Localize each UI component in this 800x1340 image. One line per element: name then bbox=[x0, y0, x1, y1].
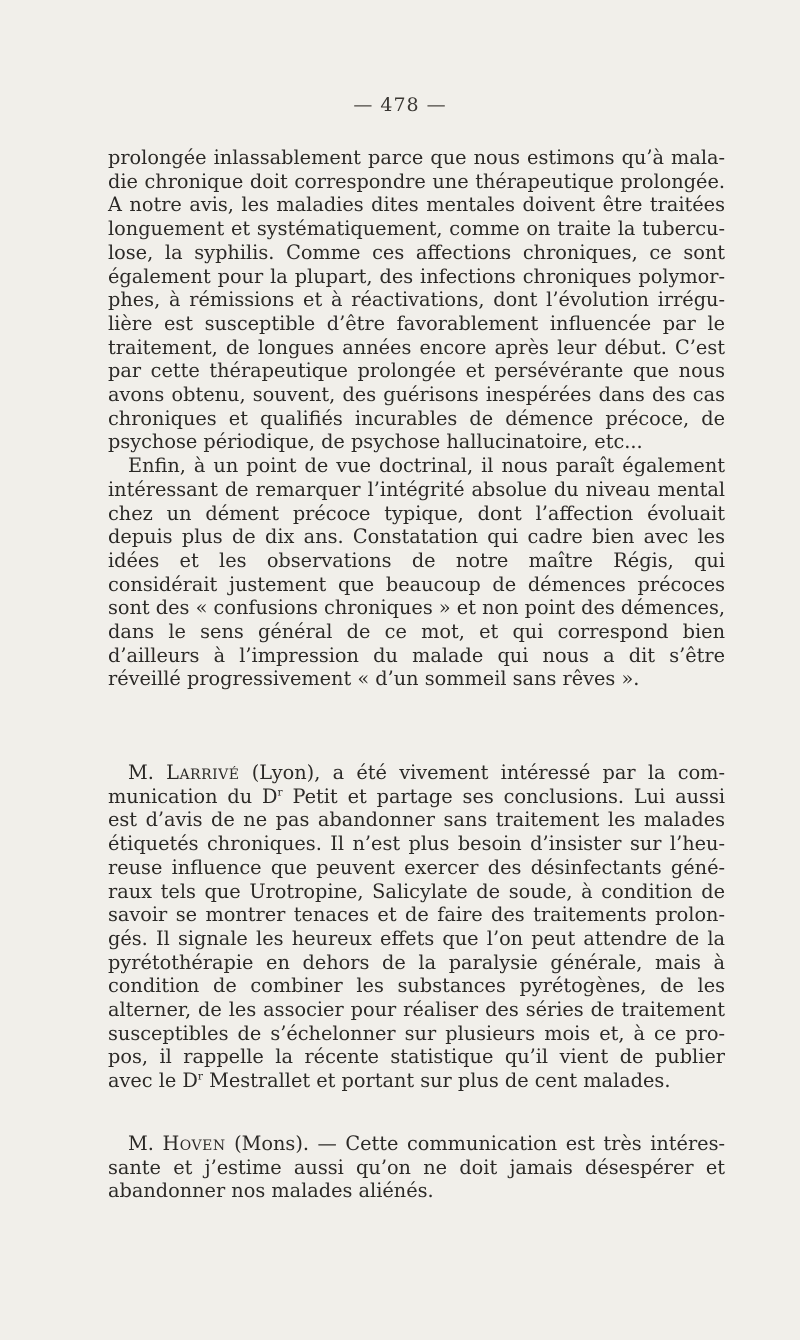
larrive-text-c: Mestrallet et portant sur plus de cent malades. bbox=[202, 1069, 671, 1093]
page-number-dash-left: — bbox=[353, 94, 381, 116]
hoven-text: (Mons). — Cette communication est très intéressante et j’estime aussi qu’on ne doit jamais désespérer et abandonner nos malades aliénés. bbox=[108, 1132, 725, 1203]
paragraph-doctrinal: Enfin, à un point de vue doctrinal, il nous paraît également intéressant de remarquer l’intégrité absolue du niveau mental chez un dément précoce typique, dont l’affection évoluait depuis plus de dix ans. Constatation qui cadre bien avec les idées et les observations de notre maître Régis, qui considérait justement que beaucoup de démences précoces sont des « confusions chroniques » et non point des démences, dans le sens général de ce mot, et qui correspond bien d’ailleurs à l’impression du malade qui nous a dit s’être réveillé progressivement « d’un sommeil sans rêves ». bbox=[108, 454, 725, 691]
paragraph-larrive bbox=[108, 761, 725, 1093]
doctor-superscript: r bbox=[277, 785, 283, 799]
doctor-superscript: r bbox=[197, 1069, 203, 1083]
speaker-name-hoven: Hoven bbox=[162, 1132, 226, 1155]
page-number-dash-right: — bbox=[419, 94, 447, 116]
text-block-hoven bbox=[108, 1132, 725, 1203]
speaker-prefix: M. bbox=[128, 1132, 163, 1155]
text-block-larrive bbox=[108, 761, 725, 1093]
paragraph-continued: prolongée inlassablement parce que nous estimons qu’à maladie chronique doit correspondre une thérapeutique prolongée. A notre avis, les maladies dites mentales doivent être traitées longuement et systématiquement, comme on traite la tuberculose, la syphilis. Comme ces affections chroniques, ce sont également pour la plupart, des infections chroniques polymorphes, à rémissions et à réactivations, dont l’évolution irrégulière est susceptible d’être favorablement influencée par le traitement, de longues années encore après leur début. C’est par cette thérapeutique prolongée et persévérante que nous avons obtenu, souvent, des guérisons inespérées dans des cas chroniques et qualifiés incurables de démence précoce, de psychose périodique, de psychose hallucinatoire, etc... bbox=[108, 146, 725, 454]
paragraph-hoven bbox=[108, 1132, 725, 1203]
page-number bbox=[0, 94, 800, 116]
page-number-value: 478 bbox=[380, 94, 420, 116]
larrive-text-b: Petit et partage ses conclusions. Lui aussi est d’avis de ne pas abandonner sans traitement les malades étiquetés chroniques. Il n’est plus besoin d’insister sur l’heureuse influence que peuvent exercer des désinfectants généraux tels que Urotropine, Salicylate de soude, à condition de savoir se montrer tenaces et de faire des traitements prolongés. Il signale les heureux effets que l’on peut attendre de la pyrétothérapie en dehors de la paralysie générale, mais à condition de combiner les substances pyrétogènes, de les alterner, de les associer pour réaliser des séries de traitement susceptibles de s’échelonner sur plusieurs mois et, à ce propos, il rappelle la récente statistique qu’il vient de publier avec le D bbox=[108, 784, 726, 1093]
speaker-name-larrive: Larrivé bbox=[166, 761, 240, 784]
text-block-first bbox=[108, 146, 725, 691]
speaker-prefix: M. bbox=[128, 761, 167, 784]
larrive-text-a: (Lyon), a été vivement intéressé par la communication du D bbox=[108, 761, 725, 808]
